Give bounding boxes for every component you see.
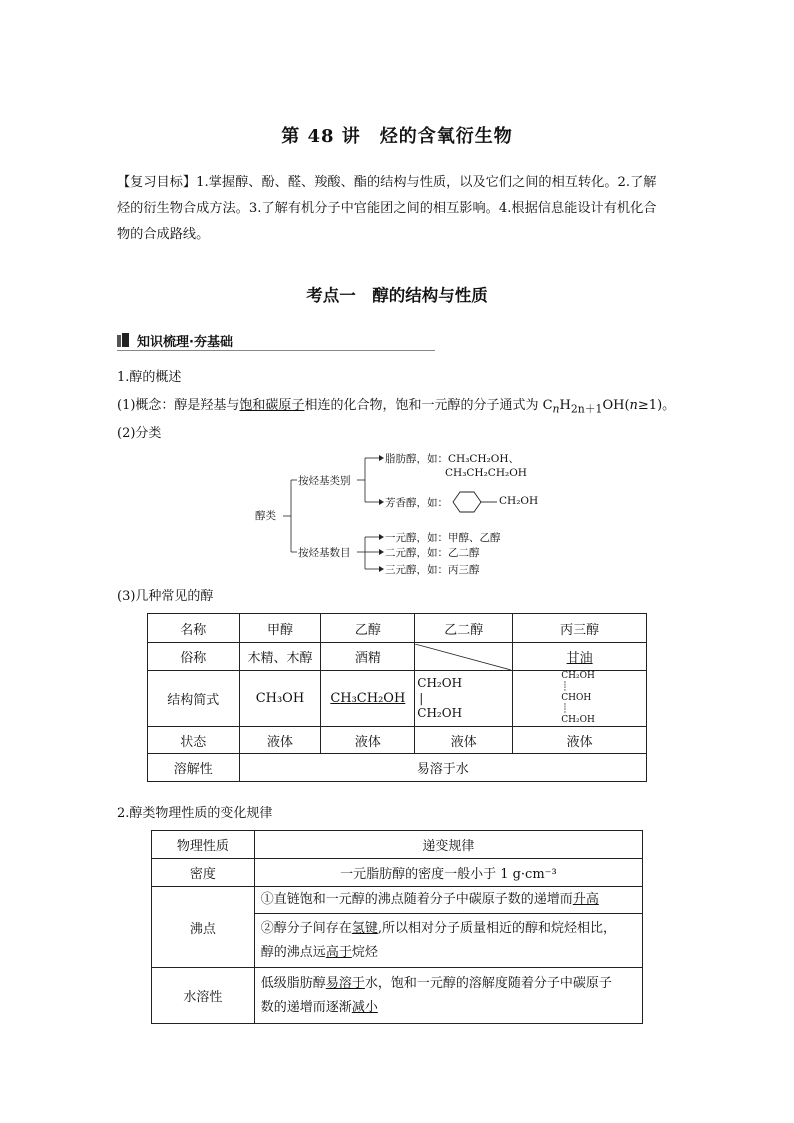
tree-trihydric: 三元醇，如：丙三醇 <box>385 564 480 576</box>
section-bar <box>117 330 435 351</box>
answer-underline: CH₃CH₂OH <box>330 691 406 706</box>
table-row: 状态 液体 液体 液体 液体 <box>148 727 647 754</box>
table-row: 溶解性 易溶于水 <box>148 754 647 782</box>
classification-tree <box>245 448 545 578</box>
tree-root: 醇类 <box>255 510 276 522</box>
tree-aromatic: 芳香醇，如： <box>385 497 448 509</box>
properties-table <box>151 830 643 1024</box>
review-text-3: 物的合成路线。 <box>117 227 210 242</box>
answer-underline: 氢键 <box>351 920 378 936</box>
answer-underline: 减小 <box>351 999 378 1015</box>
tree-dihydric: 二元醇，如：乙二醇 <box>385 547 480 559</box>
page-title: 第 48 讲 烃的含氧衍生物 <box>281 126 513 147</box>
classify-heading: (2)分类 <box>117 426 162 441</box>
tree-aliphatic-2: CH₃CH₂CH₂OH <box>445 467 527 479</box>
table-row: 水溶性 低级脂肪醇易溶于水，饱和一元醇的溶解度随着分子中碳原子 数的递增而逐渐减小 <box>152 968 643 1024</box>
tree-monohydric: 一元醇，如：甲醇、乙醇 <box>385 532 501 544</box>
s1-heading: 1.醇的概述 <box>117 370 182 385</box>
s3-heading: (3)几种常见的醇 <box>117 589 214 604</box>
diagonal-line <box>415 644 511 670</box>
table-row: 沸点 ①直链饱和一元醇的沸点随着分子中碳原子数的递增而升高 <box>152 887 643 914</box>
answer-underline: 升高 <box>572 892 599 907</box>
table-row: 密度 一元脂肪醇的密度一般小于 1 g·cm⁻³ <box>152 859 643 887</box>
table-row: 物理性质 递变规律 <box>152 831 643 859</box>
review-text-1: 1.掌握醇、酚、醛、羧酸、酯的结构与性质，以及它们之间的相互转化。2.了解 <box>196 175 657 190</box>
benzene-ring-icon <box>453 492 497 512</box>
alcohol-table <box>147 613 647 782</box>
ethylene-glycol-structure: CH₂OH | CH₂OH <box>415 671 513 727</box>
answer-underline: 易溶于 <box>325 975 365 991</box>
empty-cell <box>415 643 513 671</box>
tree-branch-category: 按烃基类别 <box>298 475 351 487</box>
review-label: 【复习目标】 <box>117 175 197 190</box>
section-title: 考点一 醇的结构与性质 <box>306 286 488 305</box>
s2-heading: 2.醇类物理性质的变化规律 <box>117 806 273 821</box>
tree-aromatic-group: CH₂OH <box>499 495 539 507</box>
pencil-icon <box>117 333 131 347</box>
table-row: ②醇分子间存在氢键,所以相对分子质量相近的醇和烷烃相比， 醇的沸点远高于烷烃 <box>152 914 643 968</box>
tree-aliphatic: 脂肪醇，如：CH₃CH₂OH、 <box>385 453 520 465</box>
table-row: 俗称 木精、木醇 酒精 甘油 <box>148 643 647 671</box>
bar-label: 知识梳理·夯基础 <box>137 335 233 350</box>
table-row: 名称 甲醇 乙醇 乙二醇 丙三醇 <box>148 614 647 643</box>
answer-underline: 饱和碳原子 <box>239 398 305 413</box>
review-text-2: 烃的衍生物合成方法。3.了解有机分子中官能团之间的相互影响。4.根据信息能设计有机化合 <box>117 201 657 216</box>
answer-underline: 高于 <box>325 944 352 960</box>
review-goals <box>117 170 679 248</box>
answer-underline: 甘油 <box>566 651 593 666</box>
tree-branch-number: 按烃基数目 <box>298 547 351 559</box>
glycerol-structure: CH₂OH ┊ CHOH ┊ CH₂OH <box>513 671 647 727</box>
concept-line: (1)概念：醇是羟基与饱和碳原子相连的化合物，饱和一元醇的分子通式为 $C_nH_{2n+1}OH(n\ge 1)$。 <box>117 398 676 416</box>
table-row: 结构简式 CH₃OH CH₃CH₂OH CH₂OH | CH₂OH CH₂OH ┊ CHOH ┊ CH₂OH <box>148 671 647 727</box>
